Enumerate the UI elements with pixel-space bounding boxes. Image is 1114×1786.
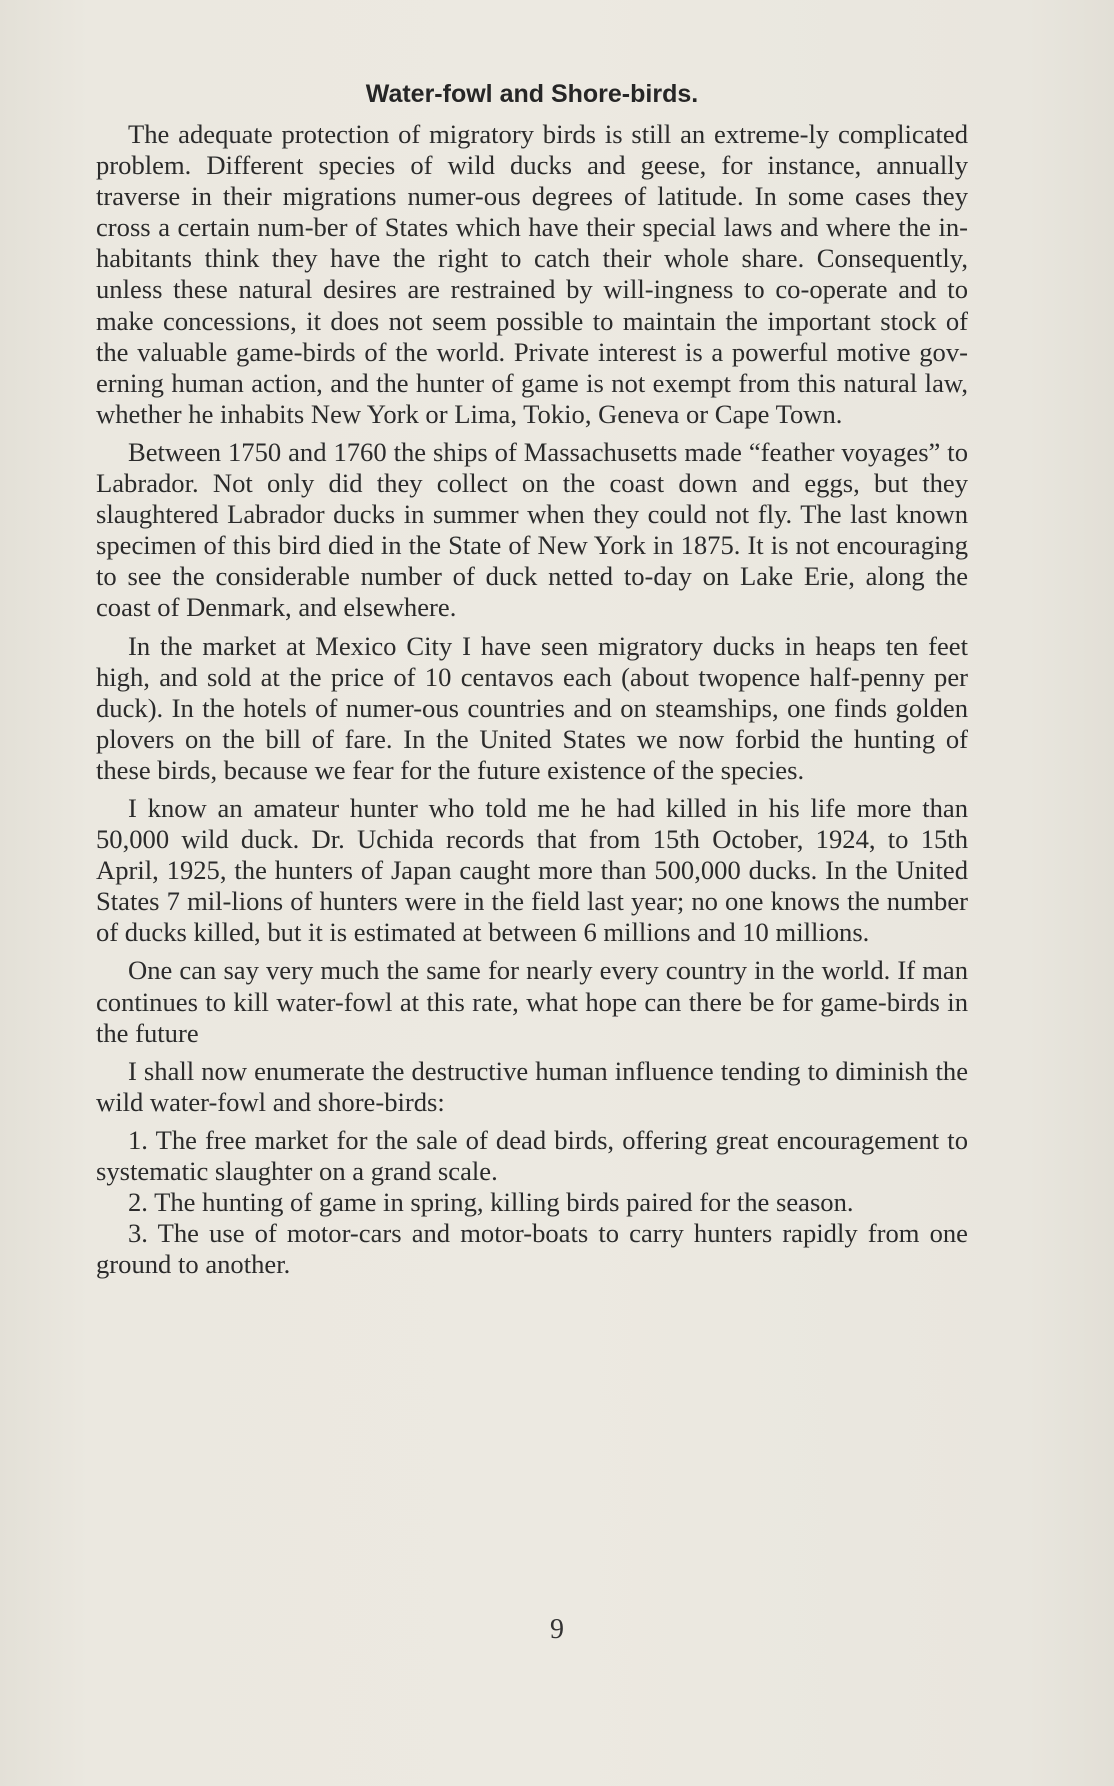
paragraph: The adequate protection of migratory birds is still an extreme-ly complicated problem. Different species of wild ducks and geese, for instance, annually traverse in their migrations numer-ous degrees of latitude. In some cases they cross a certain num-ber of States which have their special laws and where the in-habitants think they have the right to catch their whole share. Consequently, unless these natural desires are restrained by will-ingness to co-operate and to make concessions, it does not seem possible to maintain the important stock of the valuable game-birds of the world. Private interest is a powerful motive gov-erning human action, and the hunter of game is not exempt from this natural law, whether he inhabits New York or Lima, Tokio, Geneva or Cape Town. [96,119,968,429]
paragraph: In the market at Mexico City I have seen migratory ducks in heaps ten feet high, and sold at the price of 10 centavos each (about twopence half-penny per duck). In the hotels of numer-ous countries and on steamships, one finds golden plovers on the bill of fare. In the United States we now forbid the hunting of these birds, because we fear for the future existence of the species. [96,630,968,785]
page-body [96,78,968,1280]
paragraph: I know an amateur hunter who told me he had killed in his life more than 50,000 wild duck. Dr. Uchida records that from 15th October, 1924, to 15th April, 1925, the hunters of Japan caught more than 500,000 ducks. In the United States 7 mil-lions of hunters were in the field last year; no one knows the number of ducks killed, but it is estimated at between 6 millions and 10 millions. [96,792,968,948]
list-item: 1. The free market for the sale of dead birds, offering great encouragement to systematic slaughter on a grand scale. [96,1124,968,1186]
page-number: 9 [550,1614,564,1645]
section-heading: Water-fowl and Shore-birds. [365,80,699,108]
list-item: 3. The use of motor-cars and motor-boats to carry hunters rapidly from one ground to another. [96,1218,968,1280]
list-item: 2. The hunting of game in spring, killing birds paired for the season. [128,1187,854,1218]
paragraph: Between 1750 and 1760 the ships of Massachusetts made “feather voyages” to Labrador. Not only did they collect on the coast down and eggs, but they slaughtered Labrador ducks in summer when they could not fly. The last known specimen of this bird died in the State of New York in 1875. It is not encouraging to see the considerable number of duck netted to-day on Lake Erie, along the coast of Denmark, and elsewhere. [96,436,968,623]
paragraph: One can say very much the same for nearly every country in the world. If man continues to kill water-fowl at this rate, what hope can there be for game-birds in the future [96,955,968,1048]
paragraph: I shall now enumerate the destructive human influence tending to diminish the wild water-fowl and shore-birds: [96,1055,968,1117]
